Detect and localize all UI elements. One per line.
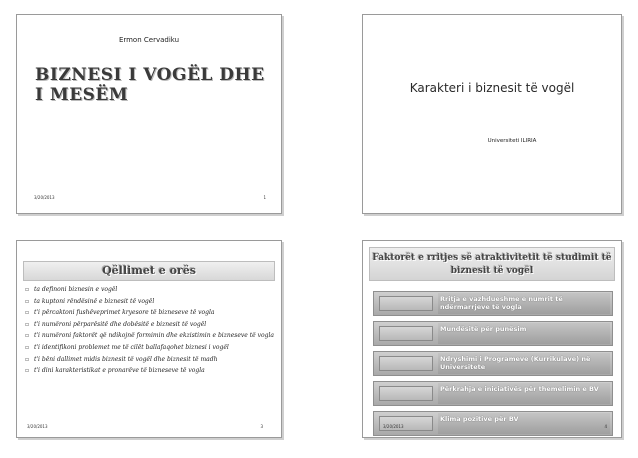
- bullet-item: ▫ t'i përcaktoni fushëveprimet kryesore të bizneseve të vogla: [25, 308, 277, 317]
- slide-subtitle: Universiteti ILIRIA: [487, 138, 537, 144]
- slide-date: 3/20/2013: [27, 424, 48, 429]
- slide-title: Karakteri i biznesit të vogël: [409, 81, 575, 95]
- author-name: Ermon Cervadiku: [118, 36, 180, 44]
- slide-3: [16, 240, 282, 438]
- slide-1: [16, 14, 282, 214]
- factor-placeholder-box: [379, 296, 433, 311]
- factor-placeholder-box: [379, 326, 433, 341]
- factor-label: Klima pozitive për BV: [438, 413, 610, 434]
- bullet-item: ▫ ta definoni biznesin e vogël: [25, 285, 277, 294]
- factor-row: [373, 351, 613, 376]
- slide-date: 3/20/2013: [383, 424, 404, 429]
- slide-date: 3/20/2013: [34, 195, 55, 200]
- factor-row: [373, 291, 613, 316]
- slide-number: 1: [263, 195, 266, 200]
- slide-2: [362, 14, 622, 214]
- bullet-item: ▫ t'i numëroni përparësitë dhe dobësitë e biznesit të vogël: [25, 320, 277, 329]
- factor-row: [373, 321, 613, 346]
- slide-number: 3: [260, 424, 263, 429]
- bullet-item: ▫ ta kuptoni rëndësinë e biznesit të vogël: [25, 297, 277, 306]
- factor-row: [373, 411, 613, 436]
- factor-placeholder-box: [379, 386, 433, 401]
- factor-list: [373, 291, 613, 441]
- factor-placeholder-box: [379, 356, 433, 371]
- bullet-item: ▫ t'i bëni dallimet midis biznesit të vogël dhe biznesit të madh: [25, 355, 277, 364]
- slide-4: [362, 240, 622, 438]
- bullet-item: ▫ t'i dini karakteristikat e pronarëve të bizneseve të vogla: [25, 366, 277, 375]
- bullet-list: [25, 285, 277, 378]
- slide-title: Faktorët e rritjes së atraktivitetit të studimit të biznesit të vogël: [369, 247, 615, 281]
- bullet-item: ▫ t'i identifikoni problemet me të cilët ballafaqohet biznesi i vogël: [25, 343, 277, 352]
- slide-number: 4: [604, 424, 607, 429]
- factor-label: Mundësitë për punësim: [438, 323, 610, 344]
- factor-label: Rritja e vazhdueshme e numrit të ndërmarrjeve të vogla: [438, 293, 610, 314]
- factor-label: Ndryshimi i Programeve (Kurrikulave) në Universitete: [438, 353, 610, 374]
- factor-label: Përkrahja e iniciativës për themelimin e BV: [438, 383, 610, 404]
- slide-title: BIZNESI I VOGËL DHE I MESËM: [35, 65, 265, 105]
- bullet-item: ▫ t'i numëroni faktorët që ndikojnë formimin dhe ekzistimin e bizneseve të vogla: [25, 331, 277, 340]
- factor-row: [373, 381, 613, 406]
- slide-title: Qëllimet e orës: [23, 261, 275, 281]
